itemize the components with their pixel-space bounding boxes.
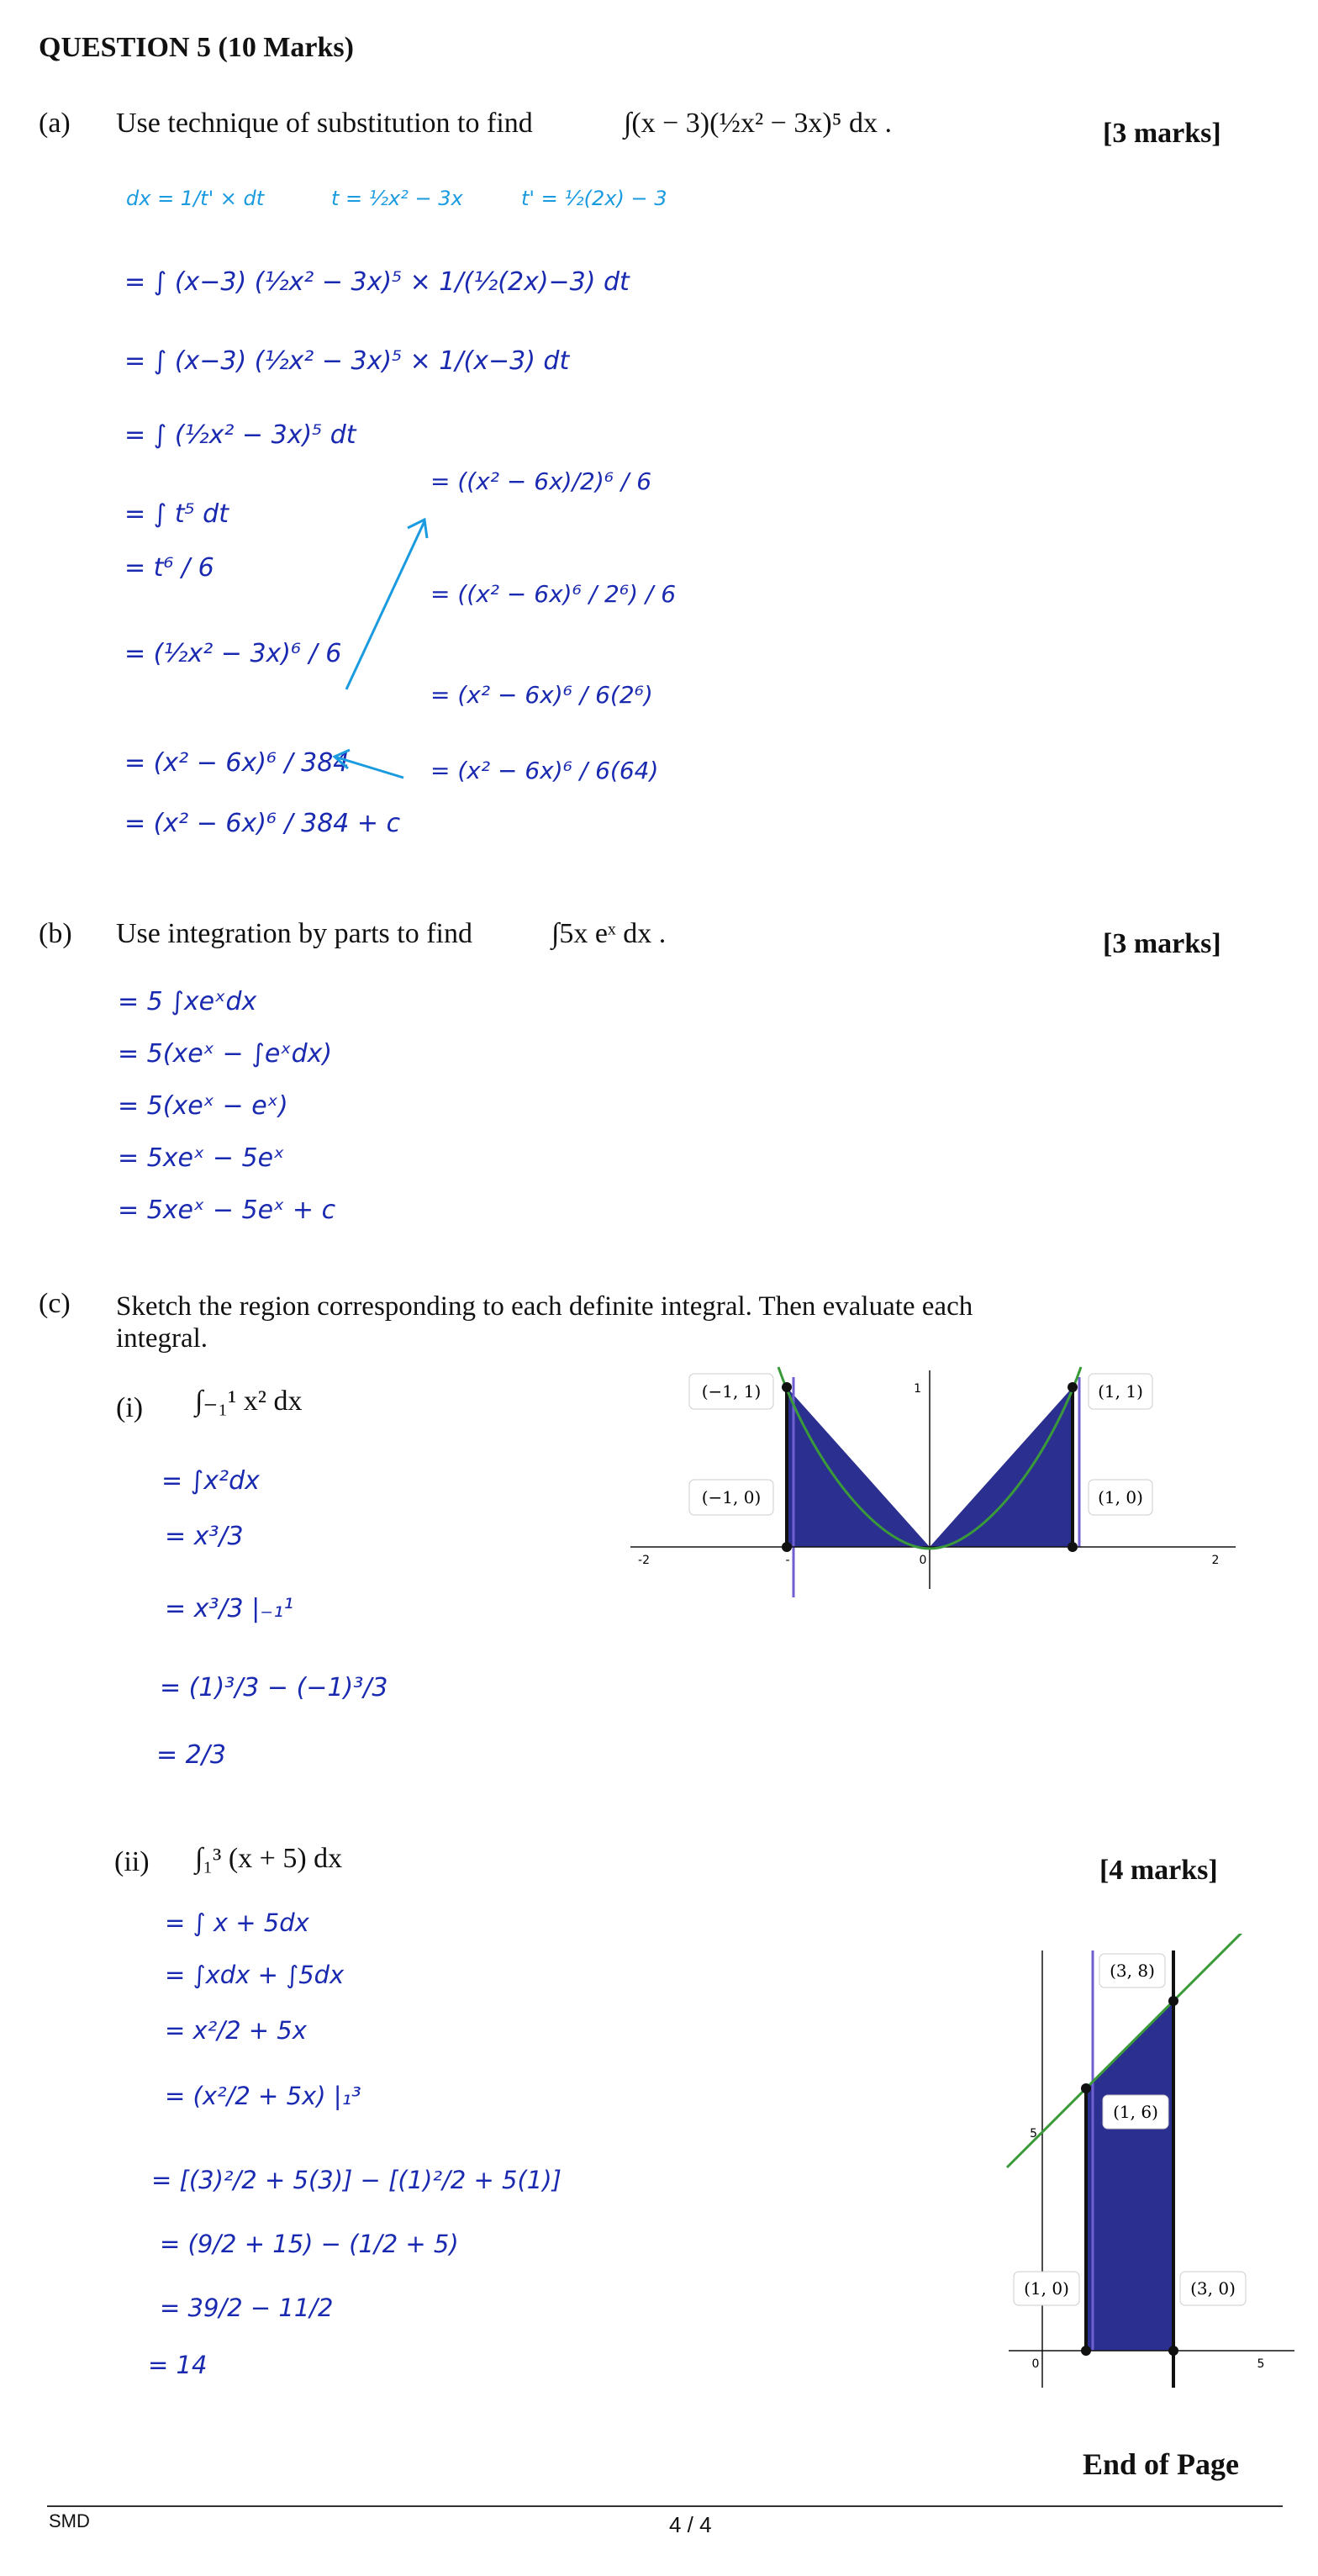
- point-1-0: [1081, 2346, 1091, 2356]
- shaded-region: [1086, 2001, 1173, 2351]
- note-t: t = ½x² − 3x: [331, 187, 463, 210]
- c-i-step-5: = 2/3: [156, 1740, 226, 1770]
- svg-text:(−1, 0): (−1, 0): [701, 1487, 762, 1507]
- a-side-step-2: = ((x² − 6x)⁶ / 2⁶) / 6: [430, 580, 677, 608]
- b-step-3: = 5(xeˣ − eˣ): [118, 1091, 288, 1121]
- note-dx: dx = 1/t' × dt: [126, 187, 265, 210]
- point-neg1-1: [782, 1382, 792, 1392]
- point-neg1-0: [782, 1542, 792, 1552]
- a-step-8: = (x² − 6x)⁶ / 384 + c: [124, 809, 401, 838]
- label-1-0: [1014, 2272, 1079, 2305]
- working-arrows: [319, 488, 488, 790]
- note-t-prime: t' = ½(2x) − 3: [521, 187, 667, 210]
- part-c-prompt-2: integral.: [116, 1323, 208, 1354]
- part-b-prompt: Use integration by parts to find: [116, 918, 472, 949]
- part-c-label: (c): [39, 1288, 71, 1319]
- footer-left: SMD: [49, 2510, 90, 2531]
- question-title: QUESTION 5 (10 Marks): [39, 32, 354, 63]
- b-step-4: = 5xeˣ − 5eˣ: [118, 1143, 285, 1173]
- svg-text:(1, 0): (1, 0): [1024, 2278, 1069, 2299]
- svg-text:(−1, 1): (−1, 1): [701, 1381, 762, 1401]
- point-3-0: [1168, 2346, 1178, 2356]
- a-step-2: = ∫ (x−3) (½x² − 3x)⁵ × 1/(x−3) dt: [124, 346, 570, 376]
- part-a-label: (a): [39, 108, 71, 139]
- c-i-step-2: = x³/3: [165, 1522, 244, 1551]
- tick-x-neg1: -: [785, 1554, 790, 1567]
- c-i-step-3: = x³/3 |₋₁¹: [165, 1594, 294, 1623]
- end-of-page: End of Page: [1083, 2447, 1240, 2481]
- a-step-4: = ∫ t⁵ dt: [124, 499, 229, 529]
- tick-y-5: 5: [1030, 2127, 1037, 2141]
- svg-text:(3, 8): (3, 8): [1110, 1961, 1155, 1981]
- part-a-prompt: Use technique of substitution to find: [116, 108, 533, 139]
- part-c-i-integral: ∫₋₁¹ x² dx: [195, 1386, 303, 1417]
- tick-x-neg2: -2: [638, 1554, 650, 1567]
- point-3-8: [1168, 1996, 1178, 2006]
- arrow-up: [346, 521, 424, 689]
- tick-x-0: 0: [1031, 2357, 1040, 2371]
- part-b-marks: [3 marks]: [1103, 928, 1221, 959]
- c-ii-step-6: = (9/2 + 15) − (1/2 + 5): [160, 2230, 459, 2258]
- graph-parabola: [614, 1362, 1252, 1597]
- part-b-label: (b): [39, 918, 72, 949]
- page-number: 4 / 4: [669, 2512, 712, 2537]
- part-c-prompt-1: Sketch the region corresponding to each definite integral. Then evaluate each: [116, 1291, 973, 1322]
- label-neg1-1: [689, 1374, 773, 1409]
- label-3-8: [1099, 1954, 1165, 1987]
- point-1-1: [1068, 1382, 1078, 1392]
- point-1-0: [1068, 1542, 1078, 1552]
- svg-text:(1, 6): (1, 6): [1113, 2102, 1158, 2122]
- c-ii-step-8: = 14: [148, 2351, 208, 2379]
- part-a-marks: [3 marks]: [1103, 118, 1221, 149]
- part-c-ii-marks: [4 marks]: [1099, 1855, 1218, 1886]
- part-c-i-label: (i): [116, 1392, 144, 1423]
- tick-x-0: 0: [919, 1554, 927, 1567]
- c-ii-step-2: = ∫xdx + ∫5dx: [165, 1961, 345, 1989]
- c-ii-step-7: = 39/2 − 11/2: [160, 2294, 334, 2322]
- a-step-3: = ∫ (½x² − 3x)⁵ dt: [124, 420, 356, 450]
- a-step-7: = (x² − 6x)⁶ / 384: [124, 748, 350, 778]
- part-c-ii-label: (ii): [114, 1846, 150, 1877]
- b-step-1: = 5 ∫xeˣdx: [118, 987, 257, 1016]
- a-step-6: = (½x² − 3x)⁶ / 6: [124, 639, 342, 668]
- label-1-6: [1103, 2095, 1168, 2129]
- c-i-step-1: = ∫x²dx: [161, 1466, 260, 1496]
- svg-text:(3, 0): (3, 0): [1190, 2278, 1236, 2299]
- label-neg1-0: [689, 1480, 773, 1515]
- tick-x-2: 2: [1211, 1554, 1220, 1567]
- tick-x-5: 5: [1257, 2357, 1265, 2371]
- a-step-1: = ∫ (x−3) (½x² − 3x)⁵ × 1/(½(2x)−3) dt: [124, 267, 630, 297]
- graph-linear: [975, 1934, 1311, 2404]
- part-c-ii-integral: ∫₁³ (x + 5) dx: [195, 1843, 343, 1874]
- a-side-step-3: = (x² − 6x)⁶ / 6(2⁶): [430, 681, 653, 709]
- svg-text:(1, 0): (1, 0): [1098, 1487, 1143, 1507]
- footer-rule: [47, 2505, 1283, 2507]
- c-ii-step-1: = ∫ x + 5dx: [165, 1908, 309, 1937]
- c-i-step-4: = (1)³/3 − (−1)³/3: [160, 1673, 388, 1702]
- tick-y-1: 1: [914, 1382, 921, 1396]
- c-ii-step-5: = [(3)²/2 + 5(3)] − [(1)²/2 + 5(1)]: [151, 2166, 561, 2194]
- label-1-0: [1089, 1480, 1152, 1515]
- a-step-5: = t⁶ / 6: [124, 553, 214, 583]
- part-a-integral: ∫(x − 3)(½x² − 3x)⁵ dx .: [624, 108, 892, 139]
- a-side-step-1: = ((x² − 6x)/2)⁶ / 6: [430, 467, 652, 495]
- c-ii-step-3: = x²/2 + 5x: [165, 2016, 307, 2045]
- b-step-5: = 5xeˣ − 5eˣ + c: [118, 1196, 336, 1225]
- c-ii-step-4: = (x²/2 + 5x) |₁³: [165, 2082, 361, 2110]
- a-side-step-4: = (x² − 6x)⁶ / 6(64): [430, 757, 659, 784]
- svg-text:(1, 1): (1, 1): [1098, 1381, 1143, 1401]
- label-1-1: [1089, 1374, 1152, 1409]
- label-3-0: [1180, 2272, 1246, 2305]
- part-b-integral: ∫5x eˣ dx .: [551, 918, 667, 949]
- b-step-2: = 5(xeˣ − ∫eˣdx): [118, 1039, 333, 1069]
- point-1-6: [1081, 2083, 1091, 2093]
